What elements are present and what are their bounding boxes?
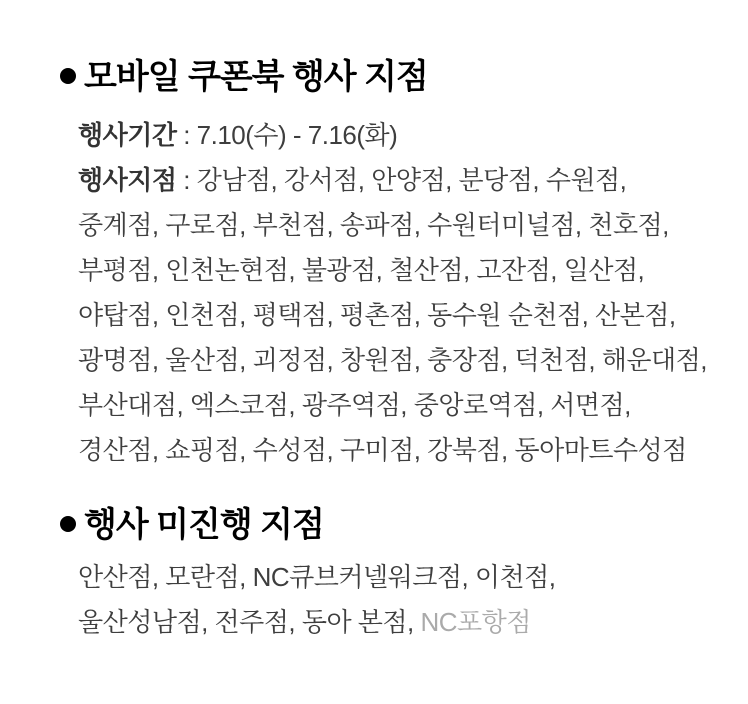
event-locations-line-5: 광명점, 울산점, 괴정점, 창원점, 충장점, 덕천점, 해운대점, <box>78 345 707 375</box>
event-locations-separator: : <box>176 165 197 195</box>
event-period-value: 7.10(수) - 7.16(화) <box>196 120 398 150</box>
event-locations-line-1 <box>78 158 748 203</box>
event-period-label: 행사기간 <box>78 120 177 150</box>
not-held-locations-line-2 <box>78 600 748 645</box>
coupon-event-section <box>60 55 748 473</box>
bullet-icon <box>60 516 76 532</box>
coupon-section-heading <box>60 55 748 100</box>
event-period-separator: : <box>176 120 197 150</box>
not-held-locations-regular: 울산성남점, 전주점, 동아 본점, <box>78 607 421 637</box>
coupon-section-content <box>60 113 748 473</box>
event-locations-line-3: 부평점, 인천논현점, 불광점, 철산점, 고잔점, 일산점, <box>78 255 645 285</box>
not-held-section-heading <box>60 503 748 548</box>
coupon-section-title: 모바일 쿠폰북 행사 지점 <box>84 58 428 96</box>
event-locations-label: 행사지점 <box>78 165 177 195</box>
event-locations-line-2: 중계점, 구로점, 부천점, 송파점, 수원터미널점, 천호점, <box>78 210 669 240</box>
event-period-line <box>78 113 748 158</box>
event-locations-line-6: 부산대점, 엑스코점, 광주역점, 중앙로역점, 서면점, <box>78 390 631 420</box>
not-held-section <box>60 503 748 645</box>
not-held-section-content <box>60 555 748 645</box>
not-held-locations-muted: NC포항점 <box>420 607 531 637</box>
event-locations-list-part: 강남점, 강서점, 안양점, 분당점, 수원점, <box>196 165 627 195</box>
not-held-section-title: 행사 미진행 지점 <box>84 506 324 544</box>
not-held-locations-line-1: 안산점, 모란점, NC큐브커넬워크점, 이천점, <box>78 562 556 592</box>
bullet-icon <box>60 68 76 84</box>
event-locations-line-4: 야탑점, 인천점, 평택점, 평촌점, 동수원 순천점, 산본점, <box>78 300 676 330</box>
event-locations-line-7: 경산점, 쇼핑점, 수성점, 구미점, 강북점, 동아마트수성점 <box>78 435 687 465</box>
